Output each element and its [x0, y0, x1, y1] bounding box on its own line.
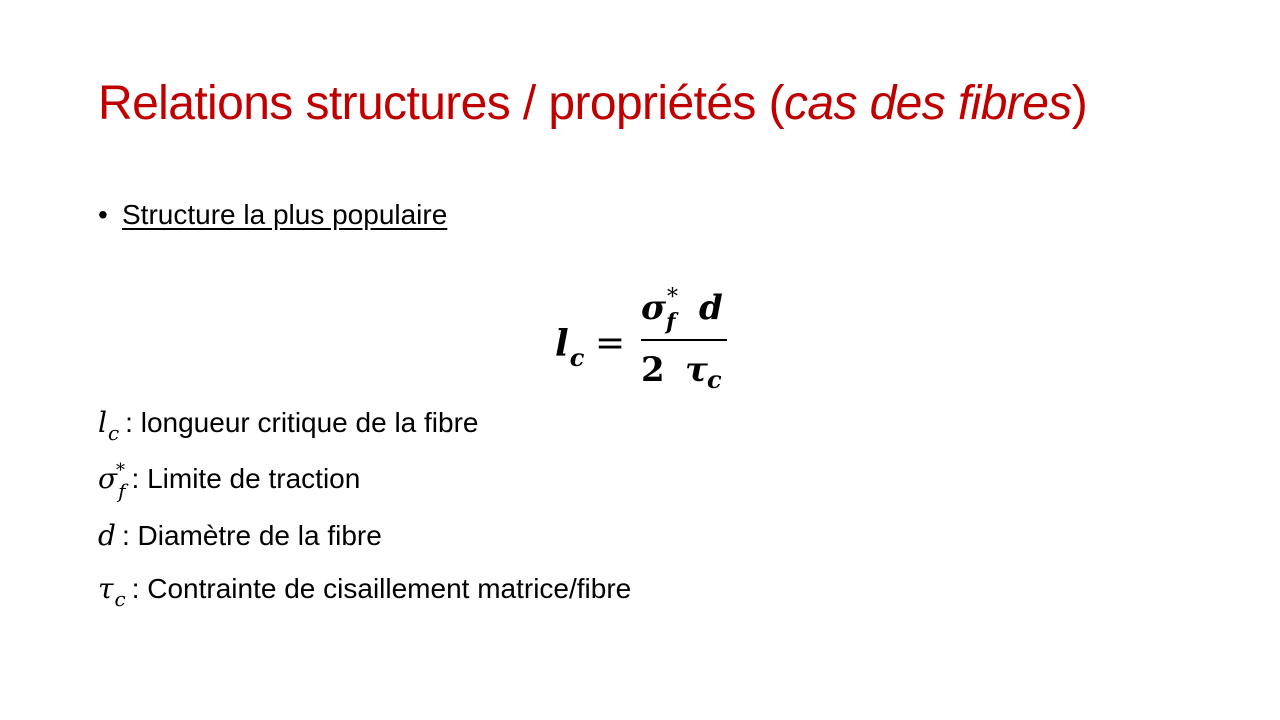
- title-paren-close: ): [1071, 77, 1088, 130]
- title-main: Relations structures / propriétés: [98, 77, 769, 130]
- bullet-item: [98, 197, 447, 233]
- formula-lhs: [555, 323, 585, 372]
- formula-numerator: [641, 285, 723, 335]
- definition-symbol: [98, 405, 119, 443]
- definition-symbol-base: d: [98, 519, 116, 552]
- formula-denominator: [641, 350, 722, 394]
- formula-num-symbol: σ: [641, 288, 667, 328]
- definition-item: [98, 571, 631, 609]
- definition-symbol-base: l: [98, 406, 107, 439]
- formula-den-two: 2: [641, 350, 665, 390]
- definition-text: : Contrainte de cisaillement matrice/fibre: [131, 573, 632, 604]
- definition-symbol-sup: *: [116, 460, 125, 481]
- formula-num-sup: *: [667, 285, 678, 310]
- definition-symbol: [98, 518, 116, 554]
- formula-lhs-sub: c: [569, 343, 585, 372]
- bullet-symbol: •: [98, 199, 108, 230]
- definition-item: [98, 460, 361, 503]
- critical-length-formula: [555, 284, 755, 400]
- slide-title: [98, 74, 1087, 134]
- definition-symbol-sub: c: [107, 421, 120, 445]
- formula-den-sub: c: [707, 365, 722, 394]
- definition-item: [98, 518, 382, 554]
- definition-text: : Diamètre de la fibre: [121, 520, 382, 551]
- formula-lhs-symbol: l: [555, 323, 569, 365]
- definition-symbol-base: τ: [98, 572, 114, 605]
- formula-num-d: d: [699, 288, 723, 328]
- definition-symbol-base: σ: [98, 462, 118, 495]
- title-paren-italic: cas des fibres: [783, 77, 1072, 130]
- formula-equals: =: [595, 323, 626, 364]
- title-paren-open: (: [768, 77, 784, 130]
- definition-symbol-sub: f: [118, 479, 126, 503]
- bullet-text: Structure la plus populaire: [122, 199, 448, 230]
- formula-den-symbol: τ: [685, 350, 708, 390]
- definition-symbol-sub: c: [114, 587, 126, 611]
- definition-item: [98, 405, 479, 443]
- formula-num-sub: f: [666, 309, 676, 335]
- fraction-bar: [641, 339, 727, 341]
- definition-symbol: [98, 460, 126, 503]
- definition-text: : Limite de traction: [131, 463, 361, 494]
- definition-text: : longueur critique de la fibre: [125, 407, 479, 438]
- definition-symbol: [98, 571, 126, 609]
